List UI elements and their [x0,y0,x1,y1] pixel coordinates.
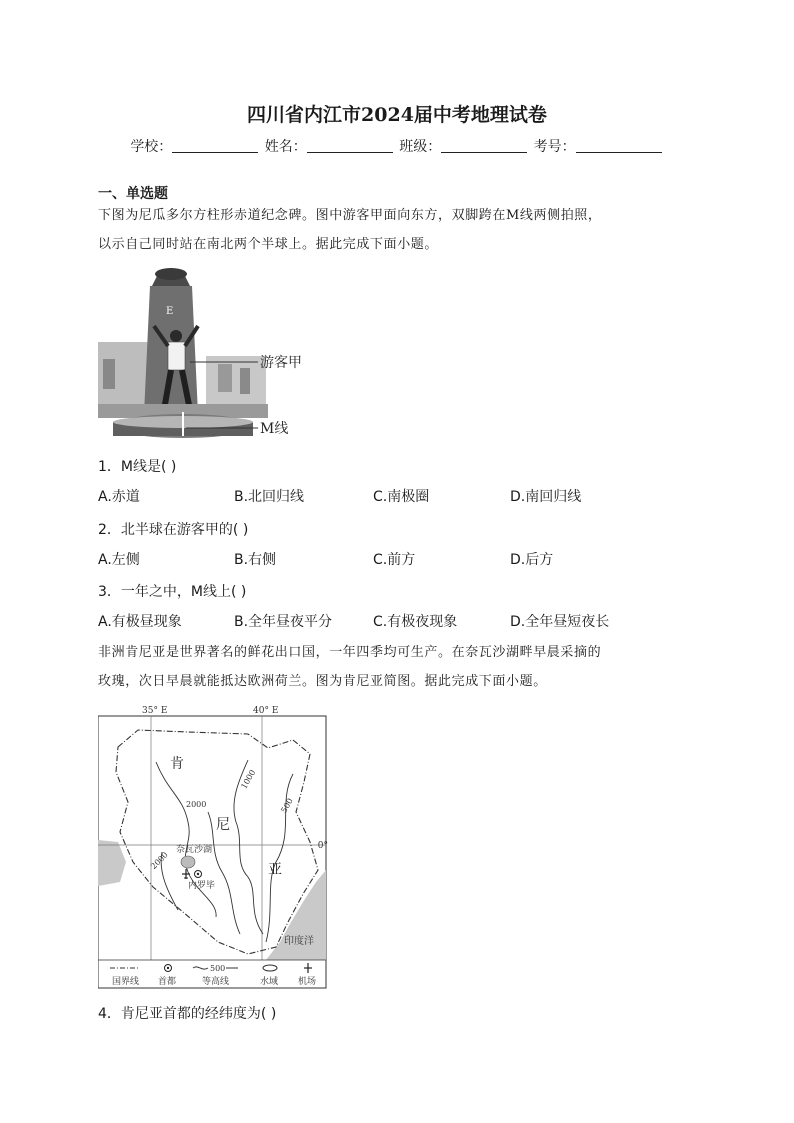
country-char-2: 尼 [216,817,230,833]
number-blank[interactable] [576,138,662,153]
passage-2-line-2: 玫瑰，次日早晨就能抵达欧洲荷兰。图为肯尼亚简图。据此完成下面小题。 [98,674,547,689]
name-label: 姓名： [264,139,307,155]
passage-2-line-1: 非洲肯尼亚是世界著名的鲜花出口国，一年四季均可生产。在奈瓦沙湖畔早晨采摘的 [98,645,602,660]
question-4-stem: 4．肯尼亚首都的经纬度为( ) [98,1006,277,1022]
q3-option-c[interactable]: C.有极夜现象 [373,614,458,630]
legend-border-label: 国界线 [112,977,140,987]
q3-option-a[interactable]: A.有极昼现象 [98,614,182,630]
q1-option-a[interactable]: A.赤道 [98,489,140,505]
question-1-stem: 1．M线是( ) [98,459,177,475]
legend-contour-value: 500 [210,964,226,973]
passage-1 [98,201,698,259]
section-heading: 一、单选题 [98,186,168,202]
q2-option-a[interactable]: A.左侧 [98,552,140,568]
contour-2000a-label: 2000 [186,800,207,809]
class-label: 班级： [399,139,442,155]
q1-option-d[interactable]: D.南回归线 [510,489,582,505]
question-2-stem: 2．北半球在游客甲的( ) [98,522,249,538]
name-blank[interactable] [307,138,393,153]
lon-35-label: 35° E [142,706,168,716]
contour-1000-label: 1000 [239,768,258,791]
legend-water-label: 水域 [260,977,279,987]
student-info-line [0,136,794,156]
contour-2000b-label: 2000 [149,850,170,872]
nairobi-label: 内罗毕 [188,881,216,891]
question-3-stem: 3．一年之中，M线上( ) [98,584,247,600]
legend-capital-label: 首都 [158,977,177,987]
q3-option-d[interactable]: D.全年昼短夜长 [510,614,610,630]
indian-ocean-label: 印度洋 [284,936,314,947]
m-line-label: M线 [260,421,289,437]
country-char-3: 亚 [268,862,282,878]
legend-contour-label: 等高线 [202,977,230,987]
monument-letter: E [166,306,174,317]
lon-40-label: 40° E [253,706,279,716]
naivasha-lake [181,856,195,868]
class-blank[interactable] [441,138,527,153]
lat-0-label: 0° [317,841,328,851]
q1-option-b[interactable]: B.北回归线 [234,489,305,505]
q2-option-c[interactable]: C.前方 [373,552,416,568]
naivasha-lake-label: 奈瓦沙湖 [176,845,213,855]
contour-500-label: 500 [279,796,295,815]
q2-option-b[interactable]: B.右侧 [234,552,277,568]
school-blank[interactable] [172,138,258,153]
passage-2 [98,638,698,696]
equator-monument-photo [98,264,328,448]
tourist-label: 游客甲 [260,355,302,371]
kenya-map [98,702,328,992]
school-label: 学校： [130,139,173,155]
q2-option-d[interactable]: D.后方 [510,552,554,568]
country-char-1: 肯 [170,756,184,772]
passage-1-line-1: 下图为尼瓜多尔方柱形赤道纪念碑。图中游客甲面向东方，双脚跨在M线两侧拍照， [98,208,602,223]
legend-airport-label: 机场 [298,977,317,987]
passage-1-line-2: 以示自己同时站在南北两个半球上。据此完成下面小题。 [98,237,439,252]
q3-option-b[interactable]: B.全年昼夜平分 [234,614,333,630]
q1-option-c[interactable]: C.南极圈 [373,489,430,505]
number-label: 考号： [533,139,576,155]
exam-title: 四川省内江市2024届中考地理试卷 [247,104,547,126]
